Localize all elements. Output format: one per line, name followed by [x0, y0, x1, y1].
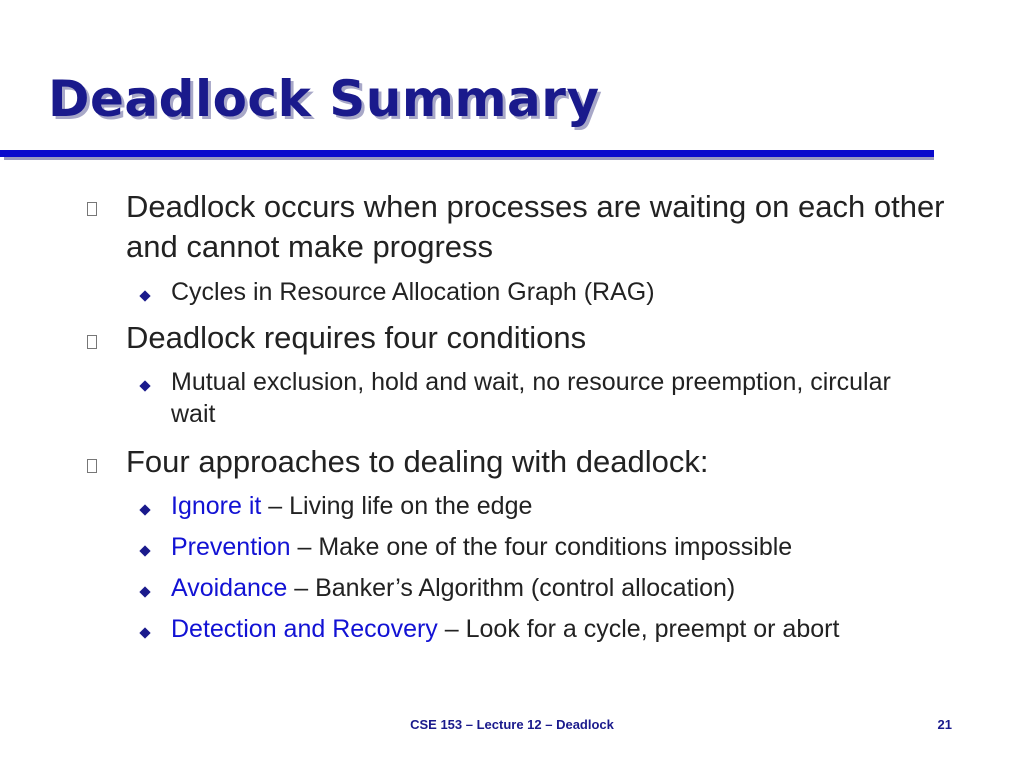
- bullet-marker-icon: [87, 459, 97, 473]
- approach-name: Detection and Recovery: [171, 615, 438, 643]
- bullet-1: Deadlock occurs when processes are waiting on each other and cannot make progress: [126, 189, 945, 264]
- diamond-bullet-icon: [139, 504, 150, 515]
- bullet-2: Deadlock requires four conditions: [126, 320, 587, 355]
- page-number: 21: [937, 717, 952, 732]
- sub-bullet-3-4: [171, 613, 931, 645]
- bullet-marker-icon: [87, 335, 97, 349]
- approach-description: – Banker’s Algorithm (control allocation): [287, 574, 736, 602]
- approach-name: Avoidance: [171, 574, 288, 602]
- approach-description: – Look for a cycle, preempt or abort: [437, 615, 840, 643]
- diamond-bullet-icon: [139, 290, 150, 301]
- diamond-bullet-icon: [139, 627, 150, 638]
- sub-bullet-2-1: Mutual exclusion, hold and wait, no resource preemption, circular wait: [171, 368, 891, 428]
- sub-bullet-3-3: [171, 572, 931, 604]
- approach-name: Ignore it: [171, 492, 262, 520]
- bullet-3: Four approaches to dealing with deadlock:: [126, 444, 709, 479]
- diamond-bullet-icon: [139, 380, 150, 391]
- diamond-bullet-icon: [139, 545, 150, 556]
- bullet-marker-icon: [87, 202, 97, 216]
- approach-description: – Make one of the four conditions impossible: [290, 533, 793, 561]
- slide-title: Deadlock Summary: [48, 70, 600, 128]
- approach-description: – Living life on the edge: [261, 492, 533, 520]
- slide-footer: CSE 153 – Lecture 12 – Deadlock: [410, 717, 614, 732]
- sub-bullet-3-2: [171, 531, 931, 563]
- approach-name: Prevention: [171, 533, 291, 561]
- sub-bullet-1-1: Cycles in Resource Allocation Graph (RAG): [171, 278, 655, 306]
- sub-bullet-3-1: [171, 490, 931, 522]
- diamond-bullet-icon: [139, 586, 150, 597]
